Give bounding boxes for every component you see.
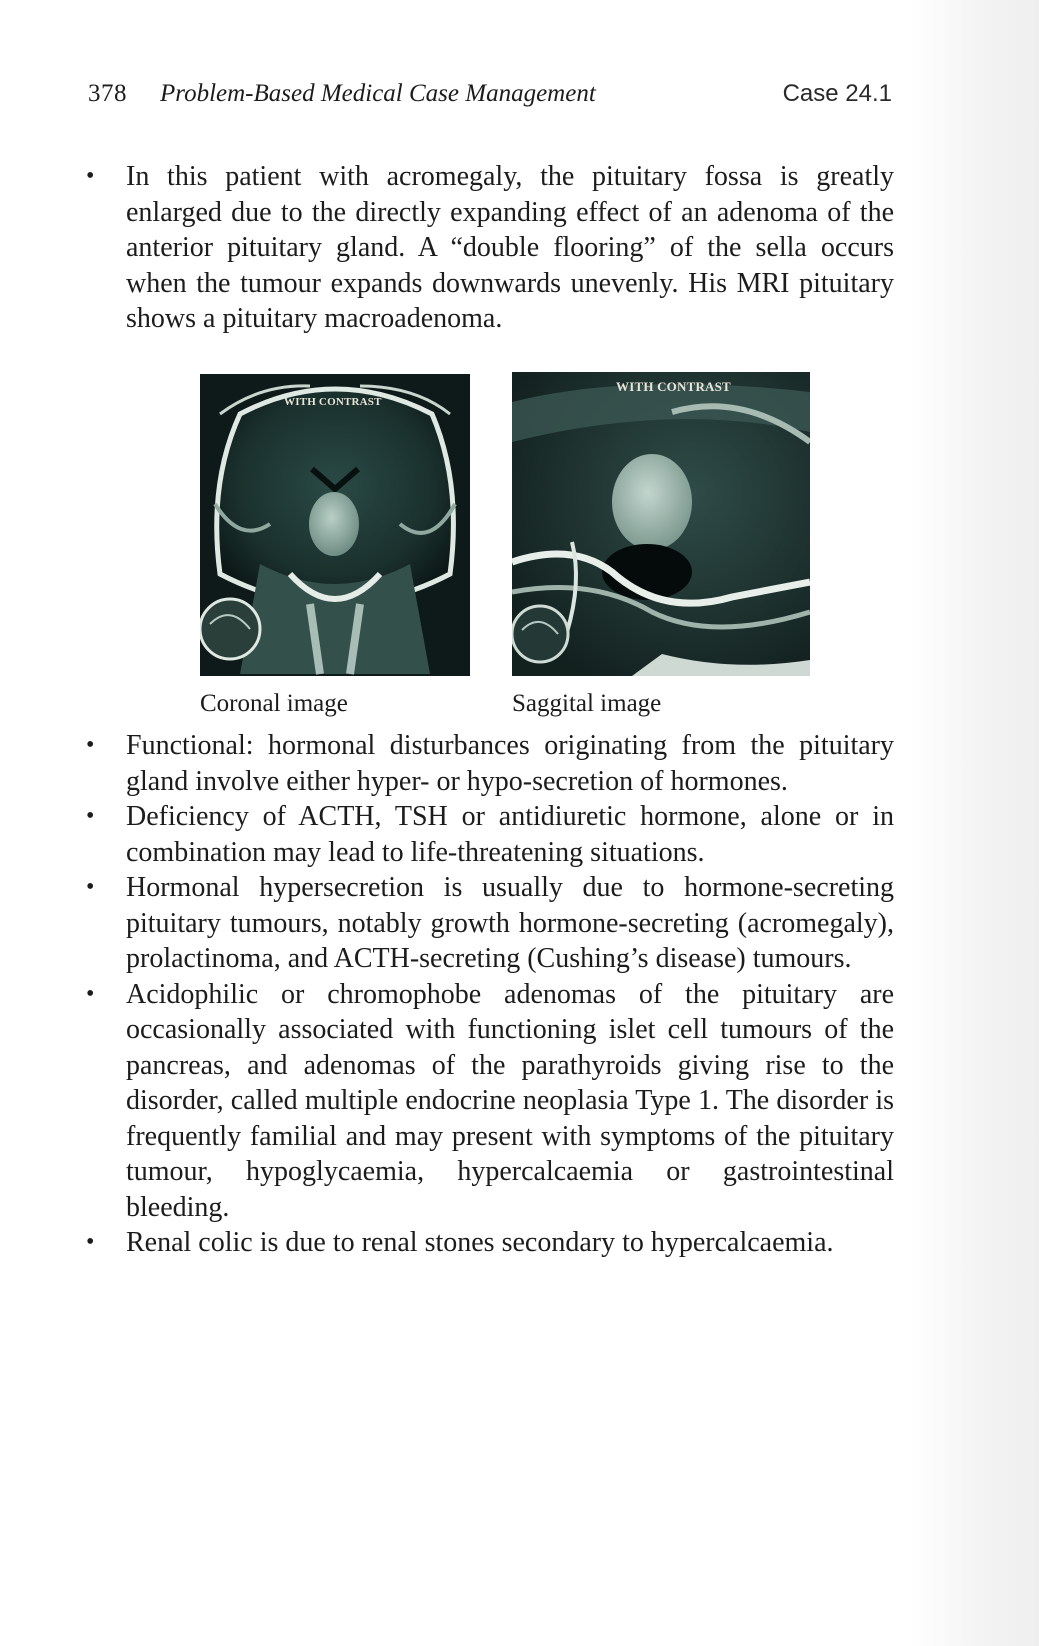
bullet-text: Deficiency of ACTH, TSH or antidiuretic hormone, alone or in combination may lead to life-threatening situations.	[126, 801, 894, 868]
page-edge-shadow	[909, 0, 1039, 1646]
bullet-text: Renal colic is due to renal stones secondary to hypercalcaemia.	[126, 1227, 834, 1258]
bullet-text: Hormonal hypersecretion is usually due to hormone-secreting pituitary tumours, notably growth hormone-secreting (acromegaly), prolactinoma, and ACTH-secreting (Cushing’s disease) tumours.	[126, 872, 894, 974]
bullet-glyph: •	[86, 874, 95, 900]
book-title: Problem-Based Medical Case Management	[160, 80, 596, 107]
figure-caption: Coronal image	[200, 690, 348, 717]
bullet-glyph: •	[86, 1229, 95, 1255]
bullet-item	[86, 159, 894, 337]
bullet-text: Acidophilic or chromophobe adenomas of the pituitary are occasionally associated with functioning islet cell tumours of the pancreas, and adenomas of the parathyroids giving rise to the disorder, called multiple endocrine neoplasia Type 1. The disorder is frequently familial and may present with symptoms of the pituitary tumour, hypoglycaemia, hypercalcaemia or gastrointestinal bleeding.	[126, 978, 894, 1223]
bullet-glyph: •	[86, 163, 95, 189]
bullet-glyph: •	[86, 980, 95, 1007]
coronal-mri-image	[200, 374, 470, 676]
contrast-overlay-label: WITH CONTRAST	[616, 379, 731, 394]
bullet-item	[86, 870, 894, 977]
intro-bullet-list	[86, 159, 894, 337]
bullet-glyph: •	[86, 732, 95, 758]
bullet-item	[86, 1225, 894, 1261]
page-number: 378	[88, 80, 127, 107]
coronal-figure	[200, 374, 470, 718]
bullet-text: Functional: hormonal disturbances originating from the pituitary gland involve either hyper- or hypo-secretion of hormones.	[126, 730, 894, 797]
bullet-item	[86, 728, 894, 799]
bullet-item	[86, 799, 894, 870]
sagittal-mri-image	[512, 372, 810, 676]
bullet-text: In this patient with acromegaly, the pituitary fossa is greatly enlarged due to the directly expanding effect of an adenoma of the anterior pituitary gland. A “double flooring” of the sella occurs when the tumour expands downwards unevenly. His MRI pituitary shows a pituitary macroadenoma.	[126, 161, 894, 334]
running-header	[88, 80, 892, 120]
sagittal-figure	[512, 374, 810, 718]
bullet-glyph: •	[86, 803, 95, 829]
bullet-item	[86, 977, 894, 1226]
bullet-list	[86, 728, 894, 1261]
figure-caption: Saggital image	[512, 690, 662, 717]
contrast-overlay-label: WITH CONTRAST	[284, 396, 382, 408]
case-label: Case 24.1	[782, 80, 892, 107]
